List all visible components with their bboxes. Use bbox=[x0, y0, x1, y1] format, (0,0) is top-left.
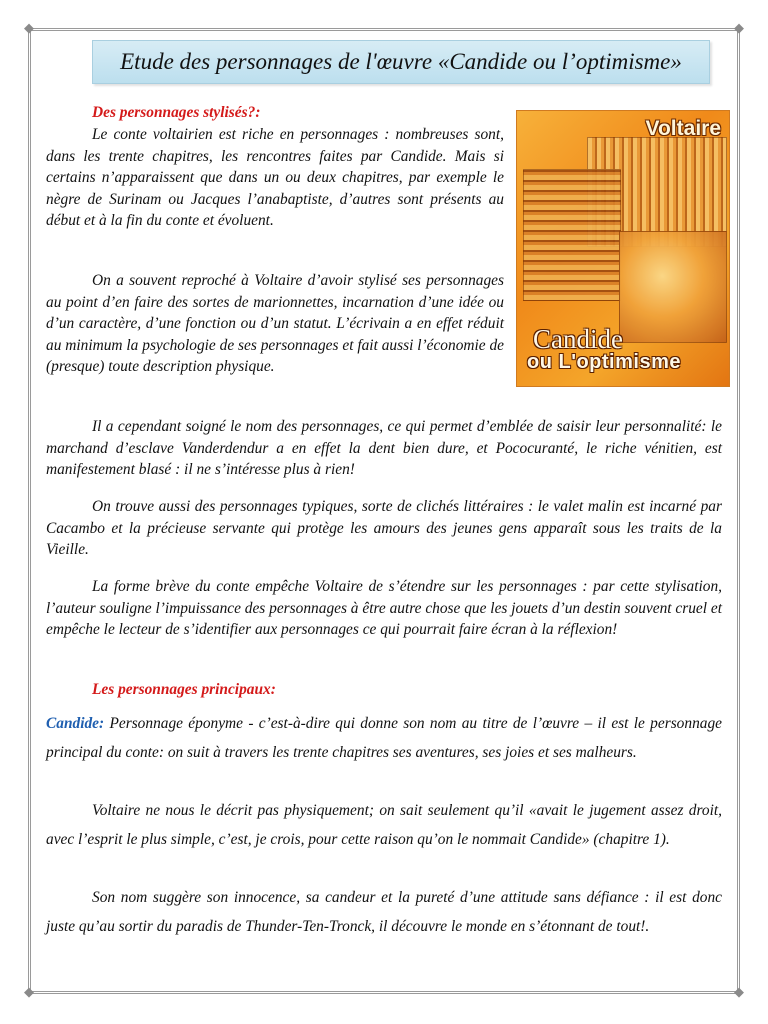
paragraph-candide-3: Son nom suggère son innocence, sa candeur et la pureté d’une attitude sans défiance : il est donc juste qu’au sortir du paradis de Thunder-Ten-Tronck, il découvre le monde en s’étonnant de tout!. bbox=[46, 889, 722, 935]
paragraph-candide-1 bbox=[46, 709, 722, 767]
candide-label: Candide: bbox=[46, 715, 105, 732]
book-cover-image bbox=[516, 110, 730, 387]
page-title-box bbox=[92, 40, 710, 84]
cover-author: Voltaire bbox=[645, 117, 721, 140]
paragraph-5: La forme brève du conte empêche Voltaire de s’étendre sur les personnages : par cette stylisation, l’auteur souligne l’impuissance des personnages à être autre chose que les jouets d’un destin souvent cruel et empêche le lecteur de s’identifier aux personnages ce qui pourrait faire écran à la réflexion! bbox=[46, 578, 722, 639]
candide-text: Personnage éponyme - c’est-à-dire qui donne son nom au titre de l’œuvre – il est le personnage principal du conte: on suit à travers les trente chapitres ses aventures, ses joies et ses malheurs. bbox=[46, 715, 722, 761]
engraving-panel-bottom bbox=[619, 231, 727, 343]
paragraph-4: On trouve aussi des personnages typiques, sorte de clichés littéraires : le valet malin est incarné par Cacambo et la précieuse servante qui protège les amours des jeunes gens apparaît sous les traits de la Vieille. bbox=[46, 498, 722, 559]
paragraph-3: Il a cependant soigné le nom des personnages, ce qui permet d’emblée de saisir leur personnalité: le marchand d’esclave Vanderdendur a en effet la dent bien dure, et Pococuranté, le riche vénitien, est manifestement blasé : il ne s’intéresse plus à rien! bbox=[46, 418, 722, 479]
corner-ornament-top-right: ◆ bbox=[734, 21, 744, 36]
corner-ornament-bottom-left: ◆ bbox=[24, 985, 34, 1000]
corner-ornament-top-left: ◆ bbox=[24, 21, 34, 36]
paragraph-candide-2: Voltaire ne nous le décrit pas physiquement; on sait seulement qu’il «avait le jugement assez droit, avec l’esprit le plus simple, c’est, je crois, pour cette raison qu’on le nommait Candide» (chapitre 1). bbox=[46, 802, 722, 848]
paragraph-1: Le conte voltairien est riche en personnages : nombreuses sont, dans les trente chapitres, les rencontres faites par Candide. Mais si certains n’apparaissent que dans un ou deux chapitres, par exemple le nègre de Surinam ou Jacques l’anabaptiste, d’autres sont présents au début et à la fin du conte et évoluent. bbox=[46, 126, 504, 230]
cover-title-line1: Candide bbox=[533, 324, 623, 354]
cover-title-line2: ou L'optimisme bbox=[527, 351, 681, 373]
paragraph-2: On a souvent reproché à Voltaire d’avoir stylisé ses personnages au point d’en faire des sortes de marionnettes, incarnation d’une idée ou d’un caractère, d’une fonction ou d’un statut. L’écrivain a en effet réduit au minimum la psychologie de ses personnages et fait aussi l’économie de (presque) toute description physique. bbox=[46, 272, 504, 376]
page-title: Etude des personnages de l'œuvre «Candide ou l’optimisme» bbox=[120, 49, 682, 74]
section-heading-main-characters: Les personnages principaux: bbox=[92, 681, 276, 698]
corner-ornament-bottom-right: ◆ bbox=[734, 985, 744, 1000]
section-heading-stylized: Des personnages stylisés?: bbox=[92, 104, 261, 121]
engraving-panel-left bbox=[523, 169, 621, 301]
